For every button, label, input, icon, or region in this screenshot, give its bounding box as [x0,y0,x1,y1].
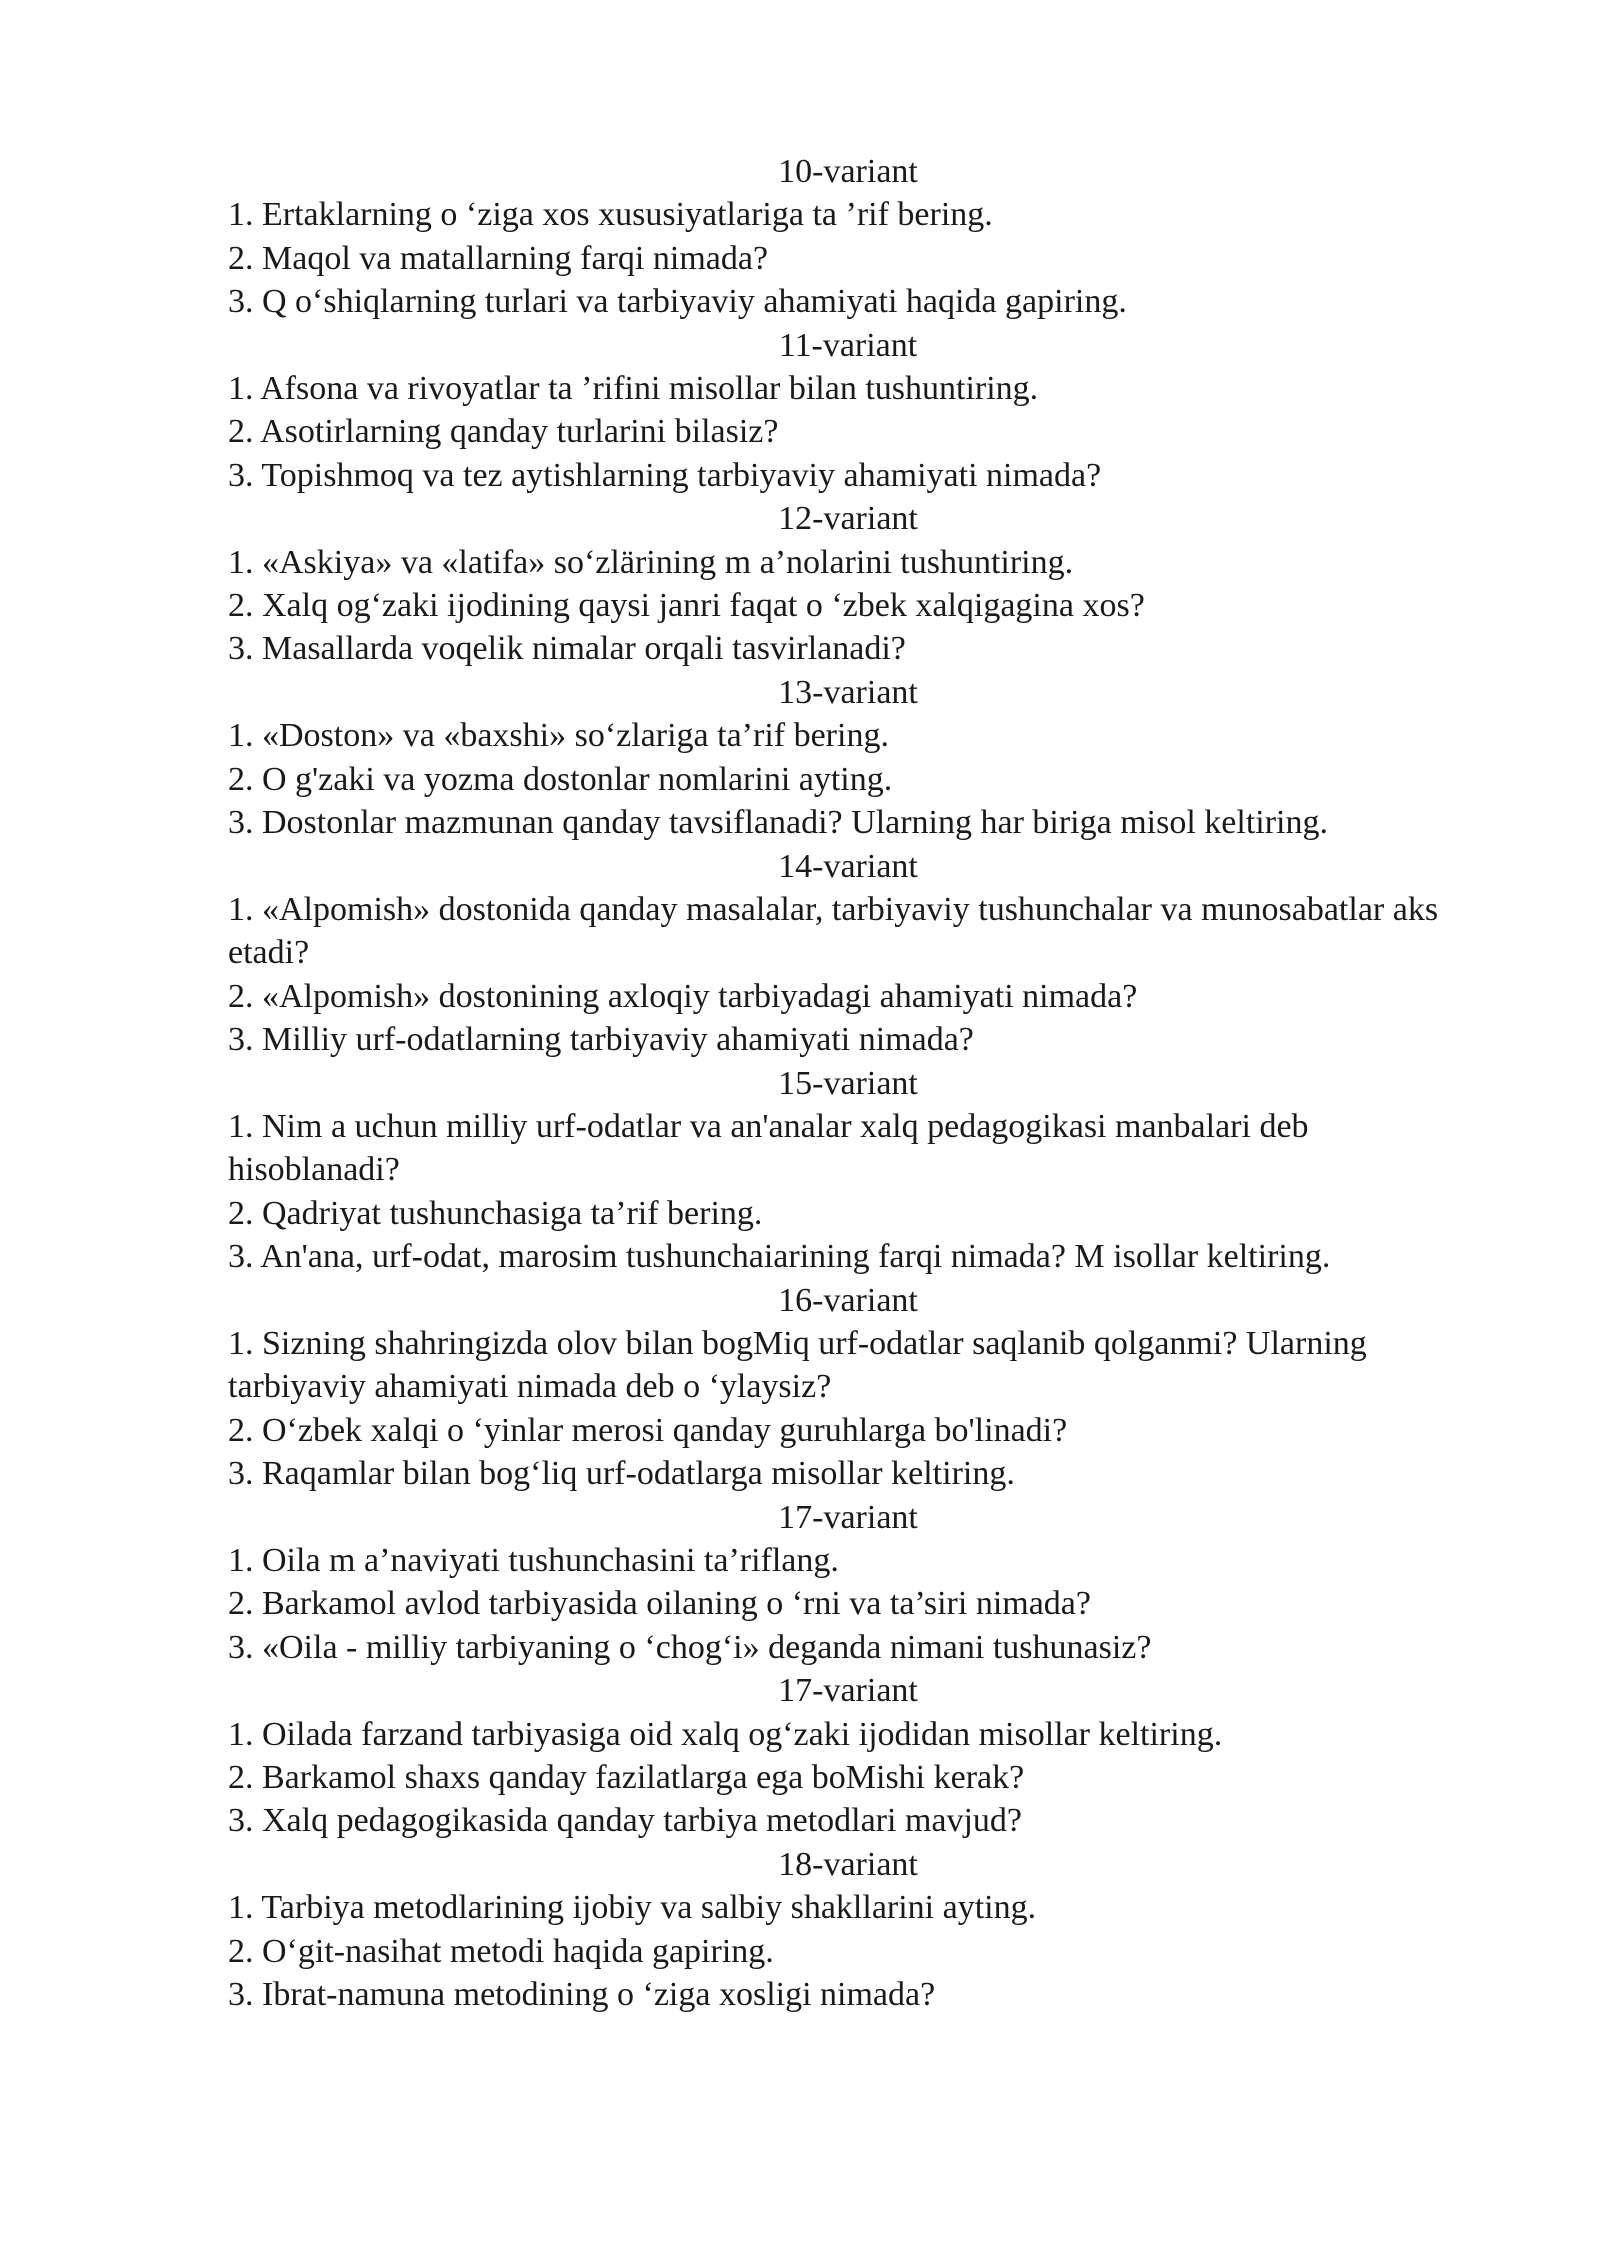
question-item: 1. Nim a uchun milliy urf-odatlar va an'analar xalq pedagogikasi manbalari deb hisoblanadi? [228,1107,1309,1189]
variant-section [228,1279,1468,1496]
variant-title: 17-variant [778,1498,918,1536]
question-item: 2. Maqol va matallarning farqi nimada? [228,239,769,277]
variant-section [228,1843,1468,2017]
question-item: 2. O‘git-nasihat metodi haqida gapiring. [228,1932,774,1970]
variant-title: 17-variant [778,1672,918,1710]
variant-section [228,497,1468,671]
question-item: 3. Xalq pedagogikasida qanday tarbiya metodlari mavjud? [228,1802,1023,1840]
variant-section [228,845,1468,1062]
question-item: 3. Topishmoq va tez aytishlarning tarbiyaviy ahamiyati nimada? [228,456,1102,494]
question-item: 1. Oila m a’naviyati tushunchasini ta’riflang. [228,1542,839,1579]
document-page [228,150,1468,2016]
question-item: 3. Milliy urf-odatlarning tarbiyaviy ahamiyati nimada? [228,1021,974,1059]
question-item: 1. Ertaklarning o ‘ziga xos xususiyatlariga ta ’rif bering. [228,196,993,234]
question-item: 2. Barkamol avlod tarbiyasida oilaning o ‘rni va ta’siri nimada? [228,1585,1091,1623]
variant-section [228,671,1468,845]
question-item: 3. Raqamlar bilan bog‘liq urf-odatlarga misollar keltiring. [228,1455,1015,1493]
question-item: 2. «Alpomish» dostonining axloqiy tarbiyadagi ahamiyati nimada? [228,977,1138,1015]
question-item: 2. Qadriyat tushunchasiga ta’rif bering. [228,1194,763,1232]
question-item: 1. Afsona va rivoyatlar ta ’rifini misollar bilan tushuntiring. [228,370,1039,408]
question-item: 1. «Alpomish» dostonida qanday masalalar, tarbiyaviy tushunchalar va munosabatlar aks etadi? [228,890,1439,972]
question-item: 2. Xalq og‘zaki ijodining qaysi janri faqat o ‘zbek xalqigagina xos? [228,587,1145,625]
variant-section [228,1669,1468,1843]
question-item: 2. O‘zbek xalqi o ‘yinlar merosi qanday guruhlarga bo'linadi? [228,1411,1068,1449]
variant-title: 10-variant [778,153,918,190]
variant-section [228,150,1468,324]
variant-title: 16-variant [778,1281,918,1319]
variant-section [228,1496,1468,1670]
question-item: 2. Asotirlarning qanday turlarini bilasiz? [228,413,779,451]
variant-title: 13-variant [778,673,918,711]
variant-title: 12-variant [778,500,918,538]
variant-title: 18-variant [778,1845,918,1883]
variant-title: 11-variant [778,326,918,364]
question-item: 1. «Askiya» va «latifa» so‘zlärining m a’nolarini tushuntiring. [228,543,1074,581]
question-item: 3. Ibrat-namuna metodining o ‘ziga xosligi nimada? [228,1976,936,2014]
question-item: 1. Tarbiya metodlarining ijobiy va salbiy shakllarini ayting. [228,1889,1037,1927]
question-item: 3. Dostonlar mazmunan qanday tavsiflanadi? Ularning har biriga misol keltiring. [228,804,1328,842]
question-item: 3. Q o‘shiqlarning turlari va tarbiyaviy ahamiyati haqida gapiring. [228,283,1127,321]
question-item: 2. O g'zaki va yozma dostonlar nomlarini ayting. [228,760,893,798]
variant-section [228,1062,1468,1279]
question-item: 1. Sizning shahringizda olov bilan bogMiq urf-odatlar saqlanib qolganmi? Ularning tarbiyaviy ahamiyati nimada deb o ‘ylaysiz? [228,1324,1367,1406]
variant-title: 15-variant [778,1064,918,1102]
variant-title: 14-variant [778,847,918,885]
question-item: 3. An'ana, urf-odat, marosim tushunchaiarining farqi nimada? M isollar keltiring. [228,1238,1331,1276]
question-item: 1. «Doston» va «baxshi» so‘zlariga ta’rif bering. [228,717,889,755]
question-item: 3. «Oila - milliy tarbiyaning o ‘chog‘i» deganda nimani tushunasiz? [228,1628,1152,1666]
question-item: 1. Oilada farzand tarbiyasiga oid xalq og‘zaki ijodidan misollar keltiring. [228,1715,1223,1753]
question-item: 3. Masallarda voqelik nimalar orqali tasvirlanadi? [228,630,906,668]
question-item: 2. Barkamol shaxs qanday fazilatlarga ega boMishi kerak? [228,1759,1025,1797]
variant-section [228,324,1468,498]
